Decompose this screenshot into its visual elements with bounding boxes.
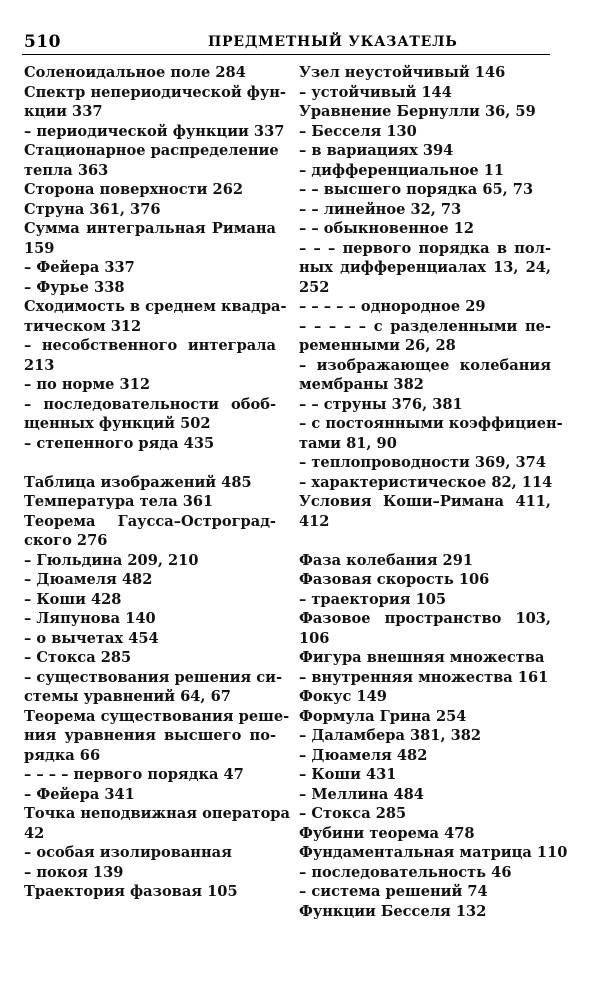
index-entry-line: Струна 361, 376 (24, 200, 161, 218)
index-entry-line: Таблица изображений 485 (24, 473, 252, 491)
index-entry-line: – с постоянными коэффициен- (299, 415, 563, 432)
running-head: ПРЕДМЕТНЫЙ УКАЗАТЕЛЬ (208, 34, 458, 50)
index-entry-line: – – линейное 32, 73 (299, 200, 462, 218)
index-entry-line: – Бесселя 130 (299, 122, 417, 140)
index-column-right (299, 63, 568, 921)
index-entry-line: ных дифференциалах 13, 24, (299, 259, 551, 276)
index-entry-line: – несобственного интеграла (24, 337, 276, 354)
index-entry-line: Сходимость в среднем квадра- (24, 298, 287, 315)
index-entry-line: Фокус 149 (299, 688, 387, 705)
index-entry-line: Фазовая скорость 106 (299, 571, 490, 588)
index-entry-line: – характеристическое 82, 114 (299, 473, 553, 491)
index-entry-line: Фазовое пространство 103, (299, 610, 551, 627)
index-entry-line: – – – первого порядка в пол- (299, 239, 551, 257)
index-entry-line: Сумма интегральная Римана (24, 220, 276, 237)
index-entry-line: 159 (24, 239, 55, 257)
index-entry-line: тическом 312 (24, 317, 142, 335)
index-entry-line: Функции Бесселя 132 (299, 902, 487, 920)
index-entry-line: – о вычетах 454 (24, 629, 159, 647)
index-entry-line: 412 (299, 512, 330, 530)
index-entry-line: тами 81, 90 (299, 434, 397, 452)
index-entry-line: – Дюамеля 482 (24, 571, 153, 588)
index-entry-line: Условия Коши–Римана 411, (299, 493, 551, 510)
index-entry-line: – Фейера 337 (24, 259, 135, 276)
index-entry-line: Фаза колебания 291 (299, 551, 474, 569)
index-entry-line: 213 (24, 356, 55, 374)
section-gap (24, 453, 276, 473)
page-header (22, 30, 550, 55)
index-entry-line: Сторона поверхности 262 (24, 181, 244, 198)
index-entry-line: Спектр непериодической фун- (24, 83, 286, 101)
index-entry-line: – Коши 431 (299, 766, 397, 783)
index-entry-line: – степенного ряда 435 (24, 434, 215, 452)
index-entry-line: – теплопроводности 369, 374 (299, 454, 546, 471)
index-entry-line: – в вариациях 394 (299, 142, 454, 159)
index-entry-line: Температура тела 361 (24, 493, 214, 510)
index-entry-line: Уравнение Бернулли 36, 59 (299, 103, 536, 120)
index-entry-line: кции 337 (24, 103, 103, 120)
index-entry-line: – по норме 312 (24, 376, 150, 393)
index-entry-line: – траектория 105 (299, 590, 447, 608)
index-entry-line: – устойчивый 144 (299, 83, 452, 101)
index-entry-line: ского 276 (24, 532, 108, 549)
index-entry-line: – дифференциальное 11 (299, 161, 505, 179)
index-entry-line: – изображающее колебания (299, 356, 551, 374)
index-entry-line: стемы уравнений 64, 67 (24, 688, 231, 705)
index-entry-line: – Ляпунова 140 (24, 610, 156, 627)
index-entry-line: Формула Грина 254 (299, 707, 467, 725)
index-entry-line: – Дюамеля 482 (299, 746, 428, 764)
index-entry-line: – Коши 428 (24, 590, 122, 608)
index-entry-line: – Стокса 285 (299, 805, 407, 822)
index-entry-line: – Стокса 285 (24, 649, 132, 666)
index-entry-line: – – – – – однородное 29 (299, 298, 486, 315)
index-entry-line: – – высшего порядка 65, 73 (299, 181, 534, 198)
index-entry-line: мембраны 382 (299, 376, 424, 393)
index-entry-line: Соленоидальное поле 284 (24, 64, 246, 81)
index-entry-line: 106 (299, 629, 330, 647)
index-entry-line: – Даламбера 381, 382 (299, 727, 482, 744)
index-entry-line: – особая изолированная (24, 844, 232, 861)
index-entry-line: 252 (299, 278, 330, 296)
index-entry-line: Стационарное распределение (24, 142, 279, 159)
index-entry-line: ременными 26, 28 (299, 337, 456, 354)
index-entry-line: Точка неподвижная оператора (24, 805, 290, 822)
index-entry-line: щенных функций 502 (24, 415, 211, 432)
index-entry-line: Фубини теорема 478 (299, 824, 475, 842)
index-entry-line: 42 (24, 824, 45, 842)
index-entry-line: Фигура внешняя множества (299, 649, 545, 666)
index-entry-line: Теорема Гаусса–Остроград- (24, 512, 276, 530)
index-entry-line: – Гюльдина 209, 210 (24, 551, 199, 569)
index-entry-line: – периодической функции 337 (24, 122, 285, 140)
index-entry-line: – – обыкновенное 12 (299, 220, 475, 237)
index-entry-line: – внутренняя множества 161 (299, 668, 549, 686)
index-entry-line: – – – – первого порядка 47 (24, 766, 244, 783)
index-entry-line: – Меллина 484 (299, 785, 424, 803)
index-entry-line: – – струны 376, 381 (299, 395, 463, 413)
index-entry-line: ния уравнения высшего по- (24, 727, 276, 744)
index-column-left (24, 63, 290, 902)
index-entry-line: рядка 66 (24, 746, 101, 764)
index-entry-line: – система решений 74 (299, 883, 488, 900)
index-entry-line: тепла 363 (24, 161, 109, 179)
index-entry-line: – последовательность 46 (299, 863, 512, 881)
index-entry-line: Теорема существования реше- (24, 707, 290, 725)
index-entry-line: Фундаментальная матрица 110 (299, 844, 568, 861)
index-entry-line: – Фурье 338 (24, 278, 125, 296)
section-gap (299, 531, 551, 551)
index-entry-line: Узел неустойчивый 146 (299, 64, 506, 81)
index-entry-line: – покоя 139 (24, 863, 124, 881)
index-entry-line: Траектория фазовая 105 (24, 883, 238, 900)
index-entry-line: – Фейера 341 (24, 785, 135, 803)
index-entry-line: – последовательности обоб- (24, 395, 276, 413)
page-number: 510 (24, 32, 61, 52)
index-entry-line: – – – – – с разделенными пе- (299, 317, 551, 335)
index-entry-line: – существования решения си- (24, 668, 283, 686)
